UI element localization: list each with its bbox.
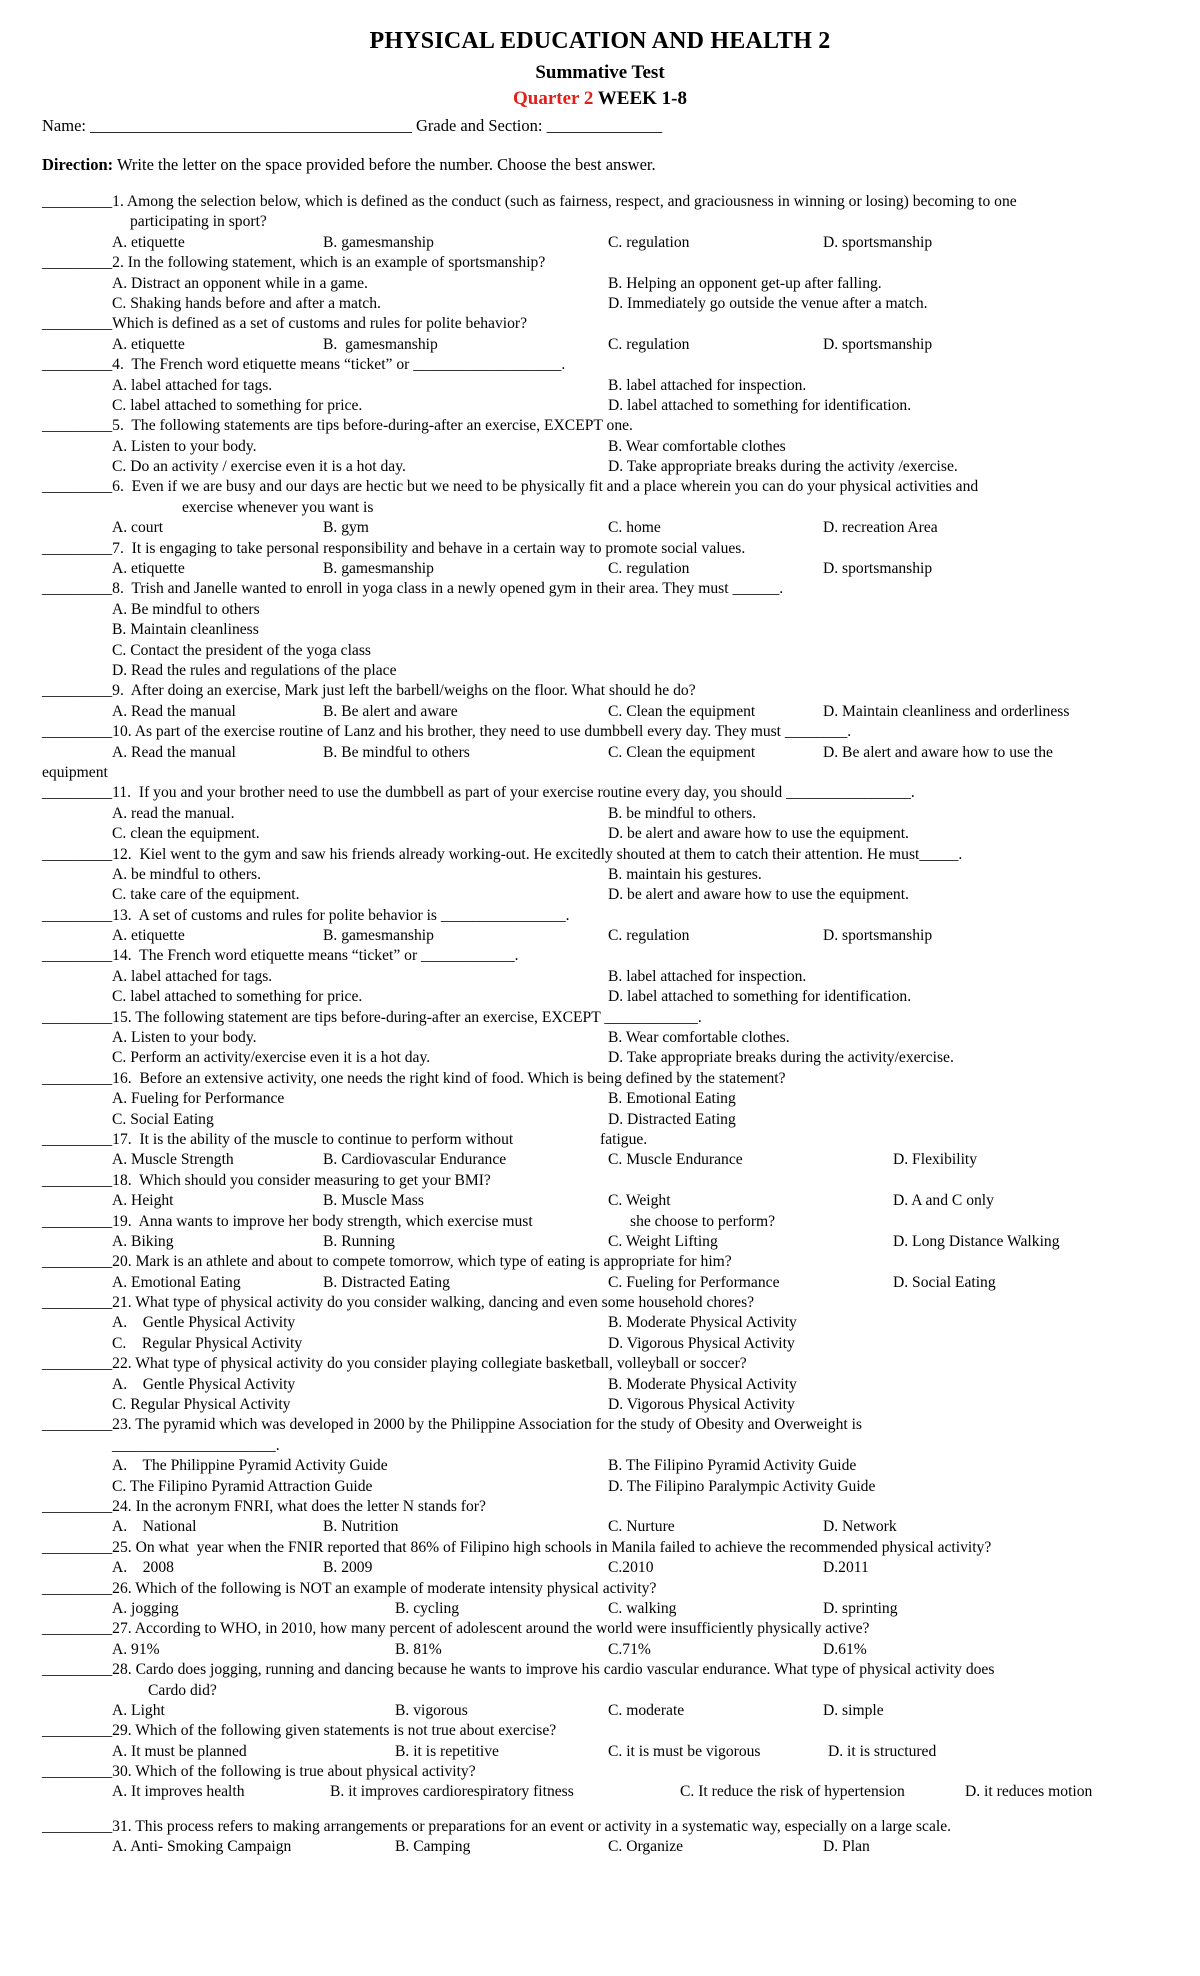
line-text: C. Do an activity / exercise even it is a hot day. — [112, 458, 406, 476]
test-line — [0, 1497, 1200, 1517]
choice-text: D.2011 — [823, 1559, 869, 1577]
line-text: A. Light — [112, 1701, 165, 1719]
choice-text: B. maintain his gestures. — [608, 865, 762, 883]
choice-text: B. Camping — [395, 1838, 471, 1856]
test-line — [0, 641, 1200, 661]
line-text: A. Height — [112, 1192, 174, 1210]
test-line — [0, 600, 1200, 620]
test-line — [0, 1089, 1200, 1109]
line-text: A. Muscle Strength — [112, 1151, 234, 1169]
choice-text: B. Moderate Physical Activity — [608, 1375, 797, 1393]
choice-text: C. moderate — [608, 1701, 685, 1719]
choice-text: D. sprinting — [823, 1599, 898, 1617]
choice-text: B. Nutrition — [323, 1518, 399, 1536]
test-line — [0, 1069, 1200, 1089]
test-line — [0, 1130, 1200, 1150]
line-text: _________7. It is engaging to take personal responsibility and behave in a certain way to promote social values. — [42, 539, 746, 557]
choice-text: B. gym — [323, 519, 369, 537]
test-line — [0, 1334, 1200, 1354]
choice-text: B. label attached for inspection. — [608, 376, 807, 394]
test-line — [0, 1048, 1200, 1068]
line-text: _________21. What type of physical activity do you consider walking, dancing and even some household chores? — [42, 1294, 755, 1312]
line-text: _________11. If you and your brother need to use the dumbbell as part of your exercise routine every day, you should ________________. — [42, 784, 915, 802]
test-line — [0, 1517, 1200, 1537]
test-line — [0, 355, 1200, 375]
choice-text: B. it improves cardiorespiratory fitness — [330, 1783, 574, 1801]
line-text: A. Gentle Physical Activity — [112, 1314, 296, 1332]
choice-text: B. Moderate Physical Activity — [608, 1314, 797, 1332]
test-line — [0, 1415, 1200, 1435]
line-text: _________16. Before an extensive activity, one needs the right kind of food. Which is being defined by the statement? — [42, 1069, 786, 1087]
test-line — [0, 763, 1200, 783]
line-text: A. Biking — [112, 1232, 174, 1250]
test-line — [0, 477, 1200, 497]
line-text: C. label attached to something for price. — [112, 396, 363, 414]
line-text: _________24. In the acronym FNRI, what does the letter N stands for? — [42, 1498, 486, 1515]
name-grade-row — [42, 116, 662, 136]
test-line — [0, 967, 1200, 987]
line-text: _________30. Which of the following is true about physical activity? — [42, 1763, 476, 1781]
choice-text: B. Muscle Mass — [323, 1192, 424, 1210]
test-line — [0, 1817, 1200, 1837]
line-text: _________13. A set of customs and rules for polite behavior is ________________. — [42, 906, 570, 924]
test-line — [0, 1028, 1200, 1048]
test-line — [0, 1742, 1200, 1762]
choice-text: C. regulation — [608, 233, 690, 251]
line-text: C. clean the equipment. — [112, 825, 260, 843]
choice-text: B. Wear comfortable clothes — [608, 437, 786, 455]
line-text: A. Fueling for Performance — [112, 1090, 285, 1108]
line-text: _____________________. — [112, 1436, 280, 1454]
choice-text: D. simple — [823, 1701, 884, 1719]
test-line — [0, 1191, 1200, 1211]
line-text: _________19. Anna wants to improve her body strength, which exercise must — [42, 1212, 533, 1230]
choice-text: B. Distracted Eating — [323, 1273, 450, 1291]
choice-text: D. Maintain cleanliness and orderliness — [823, 702, 1070, 720]
test-line — [0, 681, 1200, 701]
test-line — [0, 416, 1200, 436]
choice-text: B. gamesmanship — [323, 233, 434, 251]
line-text: A. Listen to your body. — [112, 1029, 257, 1047]
line-text: _________22. What type of physical activity do you consider playing collegiate basketball, volleyball or soccer? — [42, 1355, 747, 1373]
test-line — [0, 743, 1200, 763]
line-text: _________4. The French word etiquette means “ticket” or ___________________. — [42, 356, 566, 374]
page-subtitle: Summative Test — [535, 62, 665, 83]
test-line — [0, 559, 1200, 579]
week-label: WEEK 1-8 — [597, 88, 687, 109]
line-text: C. Perform an activity/exercise even it is a hot day. — [112, 1049, 431, 1067]
line-text: C. Social Eating — [112, 1110, 214, 1128]
line-text: _________25. On what year when the FNIR reported that 86% of Filipino high schools in Manila failed to achieve the recommended physical activity? — [42, 1538, 992, 1556]
line-text: A. Distract an opponent while in a game. — [112, 274, 368, 292]
test-line — [0, 498, 1200, 518]
test-line — [0, 1619, 1200, 1639]
choice-text: D. Vigorous Physical Activity — [608, 1334, 795, 1352]
test-line — [0, 579, 1200, 599]
test-line — [0, 1762, 1200, 1782]
choice-text: fatigue. — [600, 1130, 648, 1148]
line-text: _________Which is defined as a set of customs and rules for polite behavior? — [42, 315, 528, 333]
section-gap — [0, 1803, 1200, 1817]
line-text: A. label attached for tags. — [112, 967, 273, 985]
test-line — [0, 1456, 1200, 1476]
line-text: C. label attached to something for price. — [112, 988, 363, 1006]
line-text: exercise whenever you want is — [182, 498, 374, 516]
line-text: _________20. Mark is an athlete and about to compete tomorrow, which type of eating is appropriate for him? — [42, 1253, 732, 1271]
line-text: A. National — [112, 1518, 197, 1536]
test-line — [0, 1640, 1200, 1660]
line-text: _________14. The French word etiquette means “ticket” or ____________. — [42, 947, 519, 965]
test-line — [0, 1171, 1200, 1191]
choice-text: B. cycling — [395, 1599, 460, 1617]
choice-text: B. gamesmanship — [323, 927, 434, 945]
test-line — [0, 906, 1200, 926]
choice-text: B. gamesmanship — [323, 335, 438, 353]
test-line — [0, 845, 1200, 865]
test-line — [0, 1436, 1200, 1456]
page-title: PHYSICAL EDUCATION AND HEALTH 2 — [369, 28, 831, 54]
choice-text: B. gamesmanship — [323, 560, 434, 578]
test-line — [0, 824, 1200, 844]
choice-text: C. Fueling for Performance — [608, 1273, 780, 1291]
line-text: _________2. In the following statement, which is an example of sportsmanship? — [42, 254, 546, 272]
name-label: Name: — [42, 116, 86, 135]
line-text: C. take care of the equipment. — [112, 886, 300, 904]
choice-text: D. sportsmanship — [823, 560, 933, 578]
test-line — [0, 1681, 1200, 1701]
test-line — [0, 212, 1200, 232]
test-line — [0, 946, 1200, 966]
line-text: A. 91% — [112, 1640, 160, 1658]
choice-text: D. Plan — [823, 1838, 870, 1856]
choice-text: D. The Filipino Paralympic Activity Guide — [608, 1477, 876, 1495]
choice-text: B. vigorous — [395, 1701, 468, 1719]
line-text: A. Be mindful to others — [112, 600, 260, 618]
test-line — [0, 865, 1200, 885]
test-line — [0, 1232, 1200, 1252]
test-line — [0, 1008, 1200, 1028]
choice-text: C. walking — [608, 1599, 677, 1617]
choice-text: B. Running — [323, 1232, 395, 1250]
test-line — [0, 1721, 1200, 1741]
test-line — [0, 233, 1200, 253]
line-text: A. Emotional Eating — [112, 1273, 241, 1291]
test-line — [0, 396, 1200, 416]
line-text: A. Listen to your body. — [112, 437, 257, 455]
test-line — [0, 314, 1200, 334]
choice-text: B. Be mindful to others — [323, 743, 470, 761]
choice-text: C. Clean the equipment — [608, 743, 756, 761]
choice-text: D. sportsmanship — [823, 335, 933, 353]
choice-text: D. Long Distance Walking — [893, 1232, 1060, 1250]
choice-text: C. regulation — [608, 335, 690, 353]
choice-text: D. it reduces motion — [965, 1783, 1093, 1801]
line-text: A. 2008 — [112, 1559, 174, 1577]
choice-text: C. home — [608, 519, 661, 537]
line-text: C. The Filipino Pyramid Attraction Guide — [112, 1477, 373, 1495]
direction-line — [42, 155, 656, 175]
choice-text: B. 2009 — [323, 1559, 373, 1577]
line-text: _________1. Among the selection below, which is defined as the conduct (such as fairness, respect, and graciousness in winning or losing) becoming to one — [42, 193, 1017, 210]
direction-text: Write the letter on the space provided before the number. Choose the best answer. — [117, 155, 656, 174]
choice-text: D. Vigorous Physical Activity — [608, 1396, 795, 1414]
choice-text: she choose to perform? — [630, 1212, 776, 1230]
question-list — [0, 192, 1200, 1858]
test-line — [0, 722, 1200, 742]
choice-text: D. Immediately go outside the venue after a match. — [608, 294, 928, 312]
test-line — [0, 1212, 1200, 1232]
line-text: A. Gentle Physical Activity — [112, 1375, 296, 1393]
quarter-week-heading — [0, 88, 1200, 110]
line-text: B. Maintain cleanliness — [112, 621, 259, 639]
choice-text: D. recreation Area — [823, 519, 938, 537]
choice-text: B. Helping an opponent get-up after falling. — [608, 274, 882, 292]
line-text: A. Anti- Smoking Campaign — [112, 1838, 292, 1856]
test-line — [0, 376, 1200, 396]
test-line — [0, 1110, 1200, 1130]
test-line — [0, 926, 1200, 946]
line-text: D. Read the rules and regulations of the place — [112, 661, 397, 679]
choice-text: D. Be alert and aware how to use the — [823, 743, 1053, 761]
choice-text: D. Take appropriate breaks during the activity /exercise. — [608, 458, 958, 476]
test-line — [0, 1660, 1200, 1680]
choice-text: C. it is must be vigorous — [608, 1742, 761, 1760]
line-text: A. court — [112, 519, 164, 537]
choice-text: D. be alert and aware how to use the equipment. — [608, 825, 909, 843]
choice-text: D. label attached to something for identification. — [608, 396, 912, 414]
test-line — [0, 1313, 1200, 1333]
choice-text: B. label attached for inspection. — [608, 967, 807, 985]
test-line — [0, 539, 1200, 559]
test-line — [0, 192, 1200, 212]
choice-text: C.2010 — [608, 1559, 654, 1577]
choice-text: C. Weight Lifting — [608, 1232, 718, 1250]
test-line — [0, 1354, 1200, 1374]
line-text: A. jogging — [112, 1599, 179, 1617]
choice-text: D. Flexibility — [893, 1151, 978, 1169]
test-line — [0, 1538, 1200, 1558]
line-text: _________23. The pyramid which was developed in 2000 by the Philippine Association for the study of Obesity and Overweight is — [42, 1416, 862, 1434]
line-text: _________10. As part of the exercise routine of Lanz and his brother, they need to use dumbbell every day. They must ________. — [42, 723, 852, 741]
test-line — [0, 335, 1200, 355]
test-line — [0, 1375, 1200, 1395]
test-line — [0, 1579, 1200, 1599]
choice-text: B. The Filipino Pyramid Activity Guide — [608, 1457, 857, 1475]
line-text: _________17. It is the ability of the muscle to continue to perform without — [42, 1130, 514, 1148]
line-text: _________31. This process refers to making arrangements or preparations for an event or activity in a systematic way, especially on a large scale. — [42, 1817, 952, 1835]
line-text: A. Read the manual — [112, 702, 236, 720]
test-line — [0, 987, 1200, 1007]
choice-text: B. be mindful to others. — [608, 804, 757, 822]
line-text: _________8. Trish and Janelle wanted to enroll in yoga class in a newly opened gym in their area. They must ______. — [42, 580, 784, 598]
line-text: A. etiquette — [112, 560, 185, 578]
line-text: A. It improves health — [112, 1783, 245, 1801]
test-line — [0, 1150, 1200, 1170]
test-line — [0, 1599, 1200, 1619]
test-line — [0, 1701, 1200, 1721]
test-line — [0, 457, 1200, 477]
test-line — [0, 661, 1200, 681]
line-text: _________12. Kiel went to the gym and saw his friends already working-out. He excitedly shouted at them to catch their attention. He must_____. — [42, 845, 963, 863]
choice-text: B. Wear comfortable clothes. — [608, 1029, 790, 1047]
test-line — [0, 1477, 1200, 1497]
choice-text: C. Organize — [608, 1838, 684, 1856]
test-line — [0, 274, 1200, 294]
line-text: A. etiquette — [112, 335, 185, 353]
line-text: participating in sport? — [130, 213, 267, 231]
line-text: A. etiquette — [112, 927, 185, 945]
test-line — [0, 1782, 1200, 1802]
choice-text: B. Emotional Eating — [608, 1090, 736, 1108]
line-text: _________6. Even if we are busy and our days are hectic but we need to be physically fit and a place wherein you can do your physical activities and — [42, 478, 979, 496]
line-text: A. It must be planned — [112, 1742, 247, 1760]
choice-text: B. it is repetitive — [395, 1742, 499, 1760]
test-line — [0, 1252, 1200, 1272]
test-line — [0, 1837, 1200, 1857]
test-line — [0, 518, 1200, 538]
line-text: _________26. Which of the following is NOT an example of moderate intensity physical activity? — [42, 1579, 657, 1597]
quarter-label: Quarter 2 — [512, 88, 594, 109]
line-text: A. etiquette — [112, 233, 185, 251]
line-text: A. be mindful to others. — [112, 865, 261, 883]
grade-section-label: Grade and Section: — [415, 116, 543, 135]
direction-label: Direction: — [42, 155, 114, 174]
grade-section-blank[interactable]: ______________ — [546, 116, 663, 135]
line-text: A. read the manual. — [112, 804, 235, 822]
test-line — [0, 885, 1200, 905]
line-text: _________27. According to WHO, in 2010, how many percent of adolescent around the world were insufficiently physically active? — [42, 1620, 870, 1638]
line-text: _________15. The following statement are tips before-during-after an exercise, EXCEPT ____________. — [42, 1008, 702, 1026]
choice-text: D. Take appropriate breaks during the activity/exercise. — [608, 1049, 954, 1067]
choice-text: C. Weight — [608, 1192, 671, 1210]
line-text: _________29. Which of the following given statements is not true about exercise? — [42, 1722, 557, 1740]
test-line — [0, 1395, 1200, 1415]
line-text: equipment — [42, 763, 108, 781]
test-line — [0, 1293, 1200, 1313]
choice-text: C. Muscle Endurance — [608, 1151, 743, 1169]
choice-text: D. Distracted Eating — [608, 1110, 736, 1128]
test-line — [0, 253, 1200, 273]
choice-text: B. 81% — [395, 1640, 442, 1658]
choice-text: C. Clean the equipment — [608, 702, 756, 720]
choice-text: D. it is structured — [828, 1742, 937, 1760]
test-line — [0, 804, 1200, 824]
line-text: C. Shaking hands before and after a match. — [112, 294, 381, 312]
choice-text: D. be alert and aware how to use the equipment. — [608, 886, 909, 904]
line-text: Cardo did? — [148, 1681, 217, 1699]
test-line — [0, 294, 1200, 314]
name-blank[interactable]: _______________________________________ — [90, 116, 412, 135]
line-text: C. Regular Physical Activity — [112, 1334, 303, 1352]
choice-text: B. Cardiovascular Endurance — [323, 1151, 507, 1169]
choice-text: D. Social Eating — [893, 1273, 996, 1291]
choice-text: D. sportsmanship — [823, 927, 933, 945]
line-text: A. label attached for tags. — [112, 376, 273, 394]
choice-text: D.61% — [823, 1640, 867, 1658]
choice-text: D. Network — [823, 1518, 897, 1536]
test-line — [0, 437, 1200, 457]
choice-text: C. Nurture — [608, 1518, 675, 1536]
test-line — [0, 1558, 1200, 1578]
choice-text: D. A and C only — [893, 1192, 994, 1210]
choice-text: D. sportsmanship — [823, 233, 933, 251]
choice-text: C. It reduce the risk of hypertension — [680, 1783, 905, 1801]
test-line — [0, 620, 1200, 640]
line-text: A. Read the manual — [112, 743, 236, 761]
test-line — [0, 783, 1200, 803]
line-text: _________9. After doing an exercise, Mark just left the barbell/weighs on the floor. What should he do? — [42, 682, 696, 700]
line-text: C. Regular Physical Activity — [112, 1396, 291, 1414]
choice-text: D. label attached to something for identification. — [608, 988, 912, 1006]
line-text: _________5. The following statements are tips before-during-after an exercise, EXCEPT one. — [42, 417, 633, 435]
line-text: C. Contact the president of the yoga class — [112, 641, 371, 659]
choice-text: C. regulation — [608, 927, 690, 945]
choice-text: C. regulation — [608, 560, 690, 578]
line-text: _________28. Cardo does jogging, running and dancing because he wants to improve his cardio vascular endurance. What type of physical activity does — [42, 1661, 995, 1679]
test-line — [0, 702, 1200, 722]
test-line — [0, 1273, 1200, 1293]
choice-text: B. Be alert and aware — [323, 702, 458, 720]
line-text: _________18. Which should you consider measuring to get your BMI? — [42, 1171, 491, 1189]
choice-text: C.71% — [608, 1640, 651, 1658]
line-text: A. The Philippine Pyramid Activity Guide — [112, 1457, 388, 1475]
